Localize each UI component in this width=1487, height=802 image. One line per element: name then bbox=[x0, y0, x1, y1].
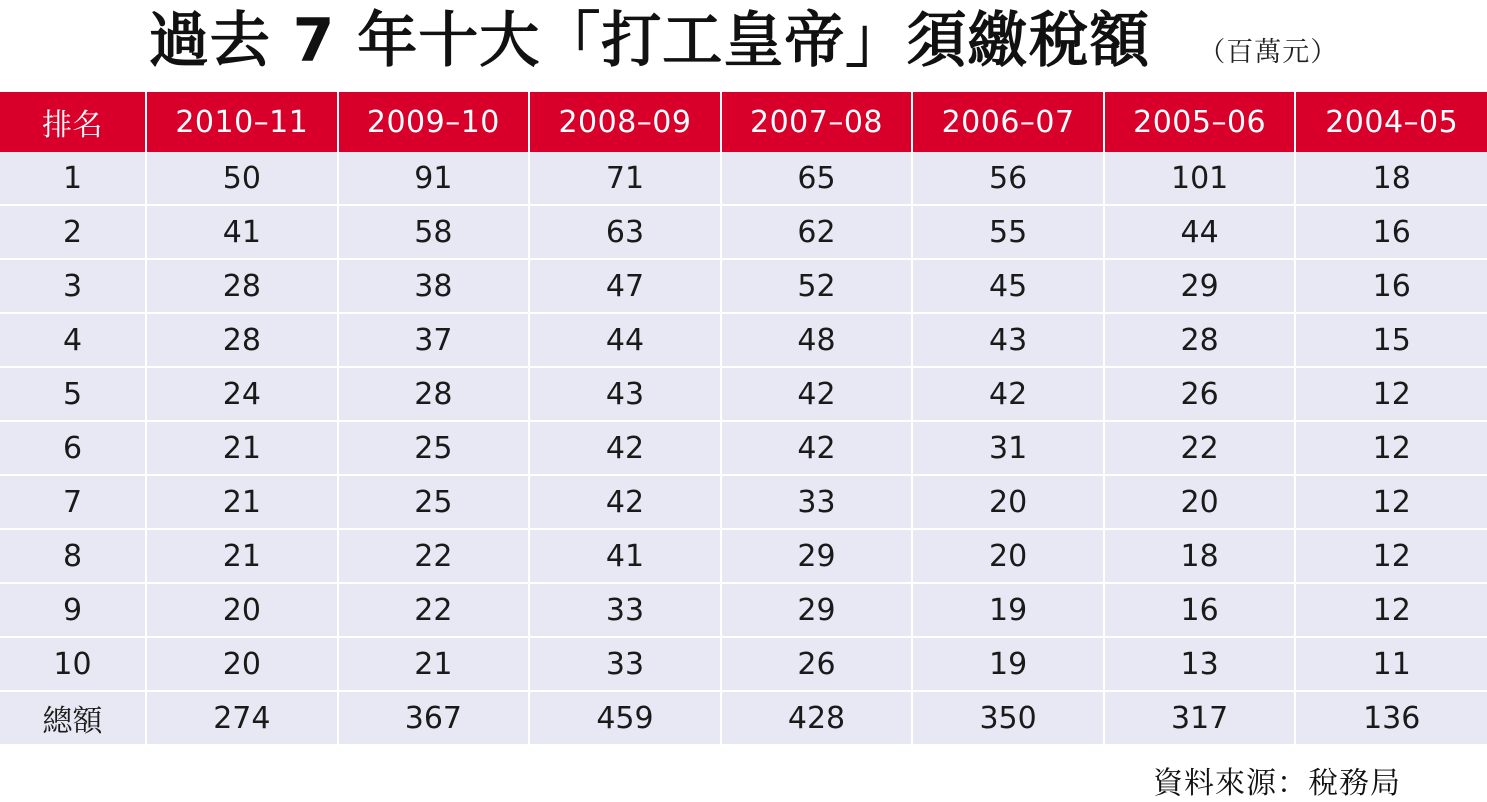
table-row bbox=[0, 529, 1487, 583]
cell-value: 48 bbox=[721, 313, 913, 367]
cell-rank: 6 bbox=[0, 421, 146, 475]
cell-value: 22 bbox=[338, 529, 530, 583]
cell-value: 71 bbox=[529, 152, 721, 205]
column-header-2006-07: 2006–07 bbox=[912, 92, 1104, 152]
cell-value: 58 bbox=[338, 205, 530, 259]
cell-value: 20 bbox=[146, 583, 338, 637]
cell-total: 367 bbox=[338, 691, 530, 744]
cell-value: 20 bbox=[146, 637, 338, 691]
cell-value: 44 bbox=[529, 313, 721, 367]
cell-value: 38 bbox=[338, 259, 530, 313]
cell-total: 317 bbox=[1104, 691, 1296, 744]
cell-value: 21 bbox=[146, 421, 338, 475]
table-row bbox=[0, 152, 1487, 205]
column-header-2007-08: 2007–08 bbox=[721, 92, 913, 152]
cell-value: 55 bbox=[912, 205, 1104, 259]
cell-value: 12 bbox=[1295, 583, 1487, 637]
table-body bbox=[0, 152, 1487, 744]
cell-rank: 10 bbox=[0, 637, 146, 691]
cell-value: 33 bbox=[529, 637, 721, 691]
table-row-total bbox=[0, 691, 1487, 744]
cell-value: 31 bbox=[912, 421, 1104, 475]
cell-value: 22 bbox=[338, 583, 530, 637]
cell-rank: 3 bbox=[0, 259, 146, 313]
cell-value: 62 bbox=[721, 205, 913, 259]
cell-value: 41 bbox=[529, 529, 721, 583]
footer bbox=[0, 744, 1487, 802]
cell-value: 11 bbox=[1295, 637, 1487, 691]
unit-note: （百萬元） bbox=[1198, 37, 1339, 68]
column-header-rank: 排名 bbox=[0, 92, 146, 152]
cell-value: 12 bbox=[1295, 475, 1487, 529]
cell-value: 20 bbox=[1104, 475, 1296, 529]
table-row bbox=[0, 475, 1487, 529]
cell-value: 28 bbox=[146, 259, 338, 313]
column-header-2005-06: 2005–06 bbox=[1104, 92, 1296, 152]
table-row bbox=[0, 637, 1487, 691]
cell-value: 43 bbox=[912, 313, 1104, 367]
cell-value: 26 bbox=[721, 637, 913, 691]
table-row bbox=[0, 367, 1487, 421]
cell-value: 22 bbox=[1104, 421, 1296, 475]
column-header-2009-10: 2009–10 bbox=[338, 92, 530, 152]
cell-value: 20 bbox=[912, 529, 1104, 583]
tax-table bbox=[0, 92, 1487, 744]
table-row bbox=[0, 583, 1487, 637]
cell-value: 12 bbox=[1295, 529, 1487, 583]
cell-value: 18 bbox=[1295, 152, 1487, 205]
cell-value: 12 bbox=[1295, 421, 1487, 475]
cell-value: 52 bbox=[721, 259, 913, 313]
cell-value: 13 bbox=[1104, 637, 1296, 691]
cell-value: 26 bbox=[1104, 367, 1296, 421]
cell-value: 43 bbox=[529, 367, 721, 421]
cell-total: 428 bbox=[721, 691, 913, 744]
cell-value: 63 bbox=[529, 205, 721, 259]
cell-rank: 7 bbox=[0, 475, 146, 529]
cell-value: 24 bbox=[146, 367, 338, 421]
cell-total: 459 bbox=[529, 691, 721, 744]
cell-value: 47 bbox=[529, 259, 721, 313]
cell-value: 37 bbox=[338, 313, 530, 367]
cell-total: 350 bbox=[912, 691, 1104, 744]
source-label: 資料來源：稅務局 bbox=[1153, 766, 1401, 801]
cell-rank: 5 bbox=[0, 367, 146, 421]
cell-value: 42 bbox=[721, 421, 913, 475]
cell-value: 28 bbox=[1104, 313, 1296, 367]
cell-value: 42 bbox=[721, 367, 913, 421]
cell-rank: 9 bbox=[0, 583, 146, 637]
cell-value: 21 bbox=[146, 529, 338, 583]
cell-value: 33 bbox=[529, 583, 721, 637]
cell-rank: 4 bbox=[0, 313, 146, 367]
cell-value: 45 bbox=[912, 259, 1104, 313]
cell-value: 16 bbox=[1104, 583, 1296, 637]
column-header-2004-05: 2004–05 bbox=[1295, 92, 1487, 152]
column-header-2010-11: 2010–11 bbox=[146, 92, 338, 152]
cell-value: 56 bbox=[912, 152, 1104, 205]
cell-value: 18 bbox=[1104, 529, 1296, 583]
cell-value: 33 bbox=[721, 475, 913, 529]
cell-value: 42 bbox=[529, 421, 721, 475]
cell-value: 65 bbox=[721, 152, 913, 205]
cell-value: 28 bbox=[146, 313, 338, 367]
cell-value: 28 bbox=[338, 367, 530, 421]
cell-value: 29 bbox=[721, 583, 913, 637]
cell-value: 15 bbox=[1295, 313, 1487, 367]
table-row bbox=[0, 259, 1487, 313]
cell-value: 25 bbox=[338, 475, 530, 529]
cell-total: 136 bbox=[1295, 691, 1487, 744]
cell-value: 42 bbox=[912, 367, 1104, 421]
cell-value: 29 bbox=[721, 529, 913, 583]
cell-value: 101 bbox=[1104, 152, 1296, 205]
table-row bbox=[0, 313, 1487, 367]
cell-rank: 8 bbox=[0, 529, 146, 583]
cell-value: 20 bbox=[912, 475, 1104, 529]
cell-value: 21 bbox=[338, 637, 530, 691]
cell-value: 42 bbox=[529, 475, 721, 529]
cell-rank: 2 bbox=[0, 205, 146, 259]
cell-value: 12 bbox=[1295, 367, 1487, 421]
header bbox=[0, 0, 1487, 92]
table-row bbox=[0, 205, 1487, 259]
table-header-row bbox=[0, 92, 1487, 152]
cell-value: 50 bbox=[146, 152, 338, 205]
cell-value: 25 bbox=[338, 421, 530, 475]
table-row bbox=[0, 421, 1487, 475]
cell-value: 44 bbox=[1104, 205, 1296, 259]
cell-value: 19 bbox=[912, 583, 1104, 637]
cell-rank-total: 總額 bbox=[0, 691, 146, 744]
cell-value: 21 bbox=[146, 475, 338, 529]
cell-value: 16 bbox=[1295, 205, 1487, 259]
page-title: 過去 7 年十大「打工皇帝」須繳稅額 bbox=[148, 6, 1151, 76]
cell-rank: 1 bbox=[0, 152, 146, 205]
cell-value: 16 bbox=[1295, 259, 1487, 313]
cell-value: 91 bbox=[338, 152, 530, 205]
cell-total: 274 bbox=[146, 691, 338, 744]
column-header-2008-09: 2008–09 bbox=[529, 92, 721, 152]
cell-value: 19 bbox=[912, 637, 1104, 691]
cell-value: 41 bbox=[146, 205, 338, 259]
cell-value: 29 bbox=[1104, 259, 1296, 313]
